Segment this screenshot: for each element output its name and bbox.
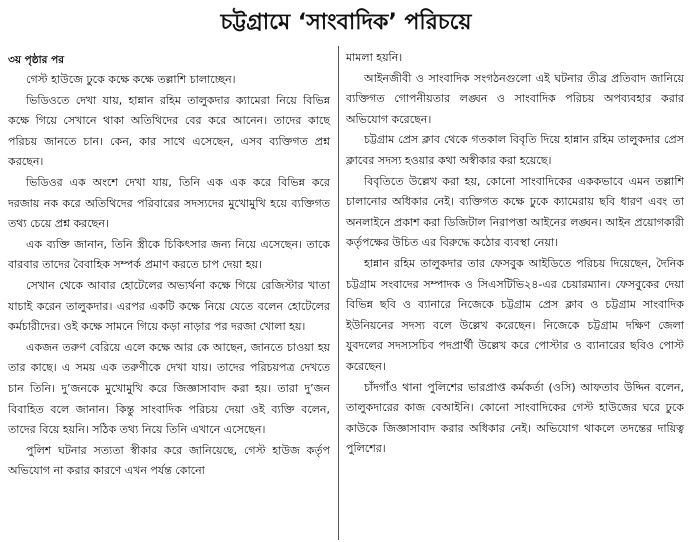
paragraph: চট্টগ্রাম প্রেস ক্লাব থেকে গতকাল বিবৃতি দিয়ে হান্নান রহিম তালুকদার প্রেস ক্লাবের সদস্য হওয়ার কথা অস্বীকার করা হয়েছে। <box>346 133 684 167</box>
right-column <box>346 48 684 460</box>
headline: চট্টগ্রামে ‘সাংবাদিক’ পরিচয়ে <box>220 10 472 35</box>
paragraph: আইনজীবী ও সাংবাদিক সংগঠনগুলো এই ঘটনার তীব্র প্রতিবাদ জানিয়ে ব্যক্তিগত গোপনীয়তার লঙ্ঘন ও সাংবাদিক পরিচয় অপব্যবহার করার অভিযোগ করেছেন। <box>346 71 684 126</box>
paragraph: ভিডিওর এক অংশে দেখা যায়, তিনি এক এক করে বিভিন্ন করে দরজায় নক করে অতিথিদের পরিবারের সদস্যদের মুখোমুখি হয়ে ব্যক্তিগত তথ্য চেয়ে প্রশ্ন করছেন। <box>8 175 330 231</box>
paragraph: এক ব্যক্তি জানান, তিনি স্ত্রীকে চিকিৎসার জন্য নিয়ে এসেছেন। তাকে বারবার তাদের বৈবাহিক সম্পর্ক প্রমাণ করতে চাপ দেয়া হয়। <box>8 237 330 272</box>
paragraph: সেখান থেকে আবার হোটেলের অভ্যর্থনা কক্ষে গিয়ে রেজিস্টার খাতা যাচাই করেন তালুকদার। এরপর একটি কক্ষে নিয়ে যেতে বলেন হোটেলের কর্মচারীদের। ওই কক্ষে সামনে গিয়ে কড়া নাড়ার পর দরজা খোলা হয়। <box>8 278 330 334</box>
paragraph: মামলা হয়নি। <box>346 51 403 64</box>
paragraph: বিবৃতিতে উল্লেখ করা হয়, কোনো সাংবাদিকের এককভাবে এমন তল্লাশি চালানোর অধিকার নেই। ব্যক্তিগত কক্ষে ঢুকে ক্যামেরায় ছবি ধারণ এবং তা অনলাইনে প্রকাশ করা ডিজিটাল নিরাপত্তা আইনের লঙ্ঘন। আইন প্রয়োগকারী কর্তৃপক্ষের উচিত এর বিরুদ্ধে কঠোর ব্যবস্থা নেয়া। <box>346 174 684 250</box>
paragraph: পুলিশ ঘটনার সত্যতা স্বীকার করে জানিয়েছে, গেস্ট হাউজ কর্তৃপ অভিযোগ না করার কারণে এখন পর্যন্ত কোনো <box>8 443 330 478</box>
paragraph: হান্নান রহিম তালুকদার তার ফেসবুক আইডিতে পরিচয় দিয়েছেন, দৈনিক চট্টগ্রাম সংবাদের সম্পাদক ও সিএসটিভি২৪-এর চেয়ারম্যান। ফেসবুকের দেয়া বিভিন্ন ছবি ও ব্যানারে নিজেকে চট্টগ্রাম প্রেস ক্লাব ও চট্টগ্রাম সাংবাদিক ইউনিয়নের সদস্য বলে উল্লেখ করেছেন। নিজেকে চট্টগ্রাম দক্ষিণ জেলা যুবদলের সদস্যসচিব পদপ্রার্থী উল্লেখ করে পোস্টার ও ব্যানারের ছবিও পোস্ট করেছেন। <box>346 256 684 373</box>
column-divider <box>338 46 339 540</box>
paragraph: ভিডিওতে দেখা যায়, হান্নান রহিম তালুকদার ক্যামেরা নিয়ে বিভিন্ন কক্ষে গিয়ে সেখানে থাকা অতিথিদের বের করে আনেন। তাদের কাছে পরিচয় জানতে চান। কেন, কার সাথে এসেছেন, এসব ব্যক্তিগত প্রশ্ন করছেন। <box>8 93 330 169</box>
paragraph: চাঁদগাঁও থানা পুলিশের ভারপ্রাপ্ত কর্মকর্তা (ওসি) আফতাব উদ্দিন বলেন, তালুকদারের কাজ বেআইনি। কোনো সাংবাদিকের গেস্ট হাউজের ঘরে ঢুকে কাউকে জিজ্ঞাসাবাদ করার অধিকার নেই। অভিযোগ থাকলে তদন্তের দায়িত্ব পুলিশের। <box>346 380 684 456</box>
continued-from-label: ৩য় পৃষ্ঠার পর <box>8 54 65 66</box>
paragraph: একজন তরুণ বেরিয়ে এলে কক্ষে আর কে আছেন, জানতে চাওয়া হয় তার কাছে। এ সময় এক তরুণীকে দেখা যায়। তাদের পরিচয়পত্র দেখতে চান তিনি। দু’জনকে মুখোমুখি করে জিজ্ঞাসাবাদ করা হয়। তারা দু’জন বিবাহিত বলে জানান। কিন্তু সাংবাদিক পরিচয় দেয়া ওই ব্যক্তি বলেন, তাদের বিয়ে হয়নি। সঠিক তথ্য নিয়ে তিনি এখানে এসেছেন। <box>8 340 330 437</box>
paragraph: গেস্ট হাউজে ঢুকে কক্ষে কক্ষে তল্লাশি চালাচ্ছেন। <box>26 73 236 86</box>
left-column <box>8 50 330 482</box>
